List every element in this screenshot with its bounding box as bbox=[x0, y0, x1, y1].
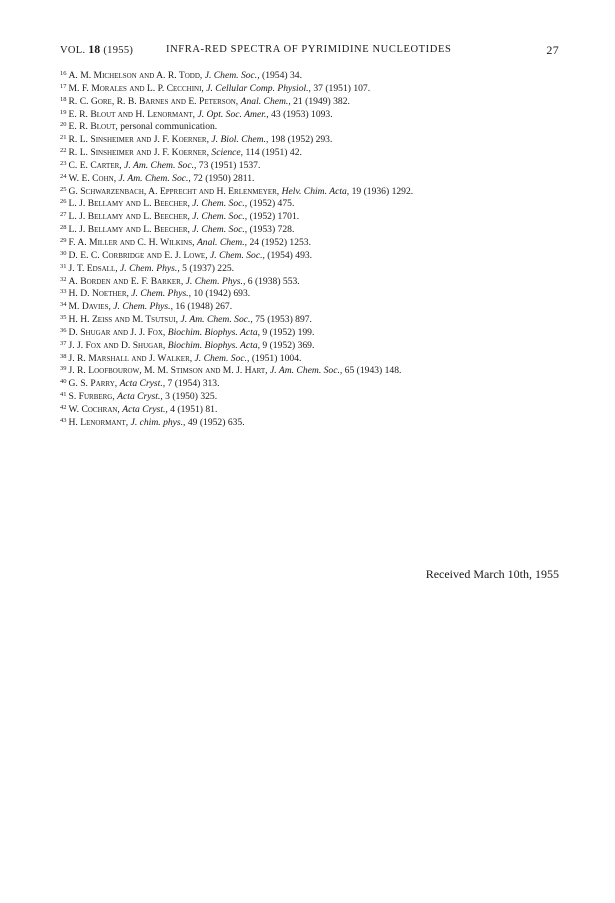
reference-number: 40 bbox=[60, 378, 67, 386]
reference-item bbox=[60, 352, 570, 365]
reference-authors: G. Schwarzenbach, A. Epprecht and H. Erlenmeyer, bbox=[68, 185, 280, 197]
reference-number: 31 bbox=[60, 262, 67, 270]
reference-authors: M. F. Morales and L. P. Cecchini, bbox=[68, 82, 204, 94]
reference-authors: A. M. Michelson and A. R. Todd, bbox=[68, 70, 203, 81]
reference-item bbox=[60, 159, 570, 172]
reference-journal: Helv. Chim. Acta, bbox=[281, 185, 350, 197]
reference-item bbox=[60, 210, 570, 223]
reference-details: (1951) 1004. bbox=[249, 352, 302, 364]
reference-authors: A. Borden and E. F. Barker, bbox=[68, 275, 184, 287]
reference-authors: J. R. Loofbourow, M. M. Stimson and M. J. Hart, bbox=[68, 365, 268, 377]
reference-item bbox=[60, 133, 570, 146]
reference-details: 6 (1938) 553. bbox=[245, 275, 300, 287]
reference-journal: J. Chem. Soc., bbox=[210, 249, 265, 261]
reference-number: 25 bbox=[60, 185, 67, 193]
reference-authors: H. Lenormant, bbox=[68, 416, 129, 428]
reference-number: 36 bbox=[60, 326, 67, 334]
reference-details: 43 (1953) 1093. bbox=[268, 108, 333, 120]
reference-journal: J. Chem. Phys., bbox=[113, 301, 173, 313]
reference-number: 43 bbox=[60, 416, 67, 424]
reference-journal: J. Opt. Soc. Amer., bbox=[197, 108, 269, 120]
reference-item bbox=[60, 197, 570, 210]
reference-authors: M. Davies, bbox=[68, 301, 111, 313]
reference-journal: J. Chem. Soc., bbox=[192, 198, 248, 210]
reference-item bbox=[60, 364, 570, 377]
reference-details: 37 (1951) 107. bbox=[310, 82, 371, 94]
reference-number: 18 bbox=[60, 95, 67, 103]
reference-number: 27 bbox=[60, 211, 67, 219]
reference-journal: J. Am. Chem. Soc., bbox=[124, 159, 197, 171]
reference-details: 4 (1951) 81. bbox=[167, 403, 218, 415]
reference-details: 9 (1952) 199. bbox=[260, 326, 315, 338]
reference-details: 21 (1949) 382. bbox=[290, 95, 350, 107]
reference-journal: Biochim. Biophys. Acta, bbox=[167, 326, 261, 338]
reference-authors: F. A. Miller and C. H. Wilkins, bbox=[68, 236, 195, 248]
volume-number: 18 bbox=[88, 44, 101, 56]
reference-details: personal communication. bbox=[117, 121, 218, 133]
reference-journal: Science, bbox=[211, 147, 244, 159]
reference-journal: J. Cellular Comp. Physiol., bbox=[206, 82, 311, 94]
volume-info bbox=[60, 44, 133, 56]
reference-details: 3 (1950) 325. bbox=[162, 391, 218, 403]
reference-item bbox=[60, 146, 570, 159]
reference-journal: Acta Cryst., bbox=[119, 378, 166, 390]
reference-details: 198 (1952) 293. bbox=[268, 134, 333, 146]
reference-details: 7 (1954) 313. bbox=[165, 378, 220, 390]
reference-journal: J. Chem. Phys., bbox=[120, 262, 180, 274]
reference-authors: D. Shugar and J. J. Fox, bbox=[68, 326, 166, 338]
reference-authors: H. D. Noether, bbox=[68, 288, 129, 300]
reference-details: 19 (1936) 1292. bbox=[349, 185, 414, 197]
reference-authors: S. Furberg, bbox=[68, 391, 115, 403]
reference-authors: H. H. Zeiss and M. Tsutsui, bbox=[68, 314, 179, 326]
reference-number: 28 bbox=[60, 224, 67, 232]
reference-number: 41 bbox=[60, 391, 67, 399]
reference-item bbox=[60, 287, 570, 300]
reference-authors: R. L. Sinsheimer and J. F. Koerner, bbox=[68, 147, 209, 159]
received-date: Received March 10th, 1955 bbox=[425, 567, 559, 581]
reference-details: 72 (1950) 2811. bbox=[190, 172, 255, 184]
reference-journal: J. chim. phys., bbox=[130, 416, 186, 428]
reference-details: 5 (1937) 225. bbox=[179, 262, 235, 274]
reference-item bbox=[60, 95, 570, 108]
reference-item bbox=[60, 262, 570, 275]
reference-number: 35 bbox=[60, 314, 67, 322]
reference-item bbox=[60, 377, 570, 390]
reference-details: 9 (1952) 369. bbox=[260, 339, 315, 351]
running-head bbox=[60, 44, 559, 60]
reference-item bbox=[60, 69, 570, 82]
reference-journal: J. Am. Chem. Soc., bbox=[269, 365, 343, 377]
reference-number: 29 bbox=[60, 236, 67, 244]
reference-authors: J. R. Marshall and J. Walker, bbox=[68, 352, 193, 364]
reference-number: 19 bbox=[60, 108, 67, 116]
reference-journal: J. Chem. Phys., bbox=[185, 275, 246, 287]
reference-list bbox=[60, 69, 570, 429]
reference-number: 16 bbox=[60, 70, 67, 77]
reference-item bbox=[60, 120, 570, 133]
reference-journal: J. Chem. Soc., bbox=[192, 211, 248, 223]
reference-number: 34 bbox=[60, 301, 67, 309]
reference-details: (1954) 493. bbox=[264, 249, 313, 261]
reference-details: (1952) 475. bbox=[247, 198, 295, 210]
reference-number: 20 bbox=[60, 121, 67, 129]
reference-details: 49 (1952) 635. bbox=[185, 416, 245, 428]
volume-label: VOL. bbox=[60, 45, 86, 56]
reference-item bbox=[60, 82, 570, 95]
reference-journal: J. Chem. Soc., bbox=[194, 352, 250, 364]
reference-item bbox=[60, 300, 570, 313]
reference-number: 32 bbox=[60, 275, 67, 283]
reference-number: 39 bbox=[60, 365, 67, 373]
reference-details: 65 (1943) 148. bbox=[342, 365, 402, 377]
reference-number: 33 bbox=[60, 288, 67, 296]
reference-journal: Acta Cryst., bbox=[122, 403, 168, 415]
reference-authors: W. Cochran, bbox=[68, 403, 120, 415]
reference-details: (1952) 1701. bbox=[247, 211, 300, 223]
reference-authors: L. J. Bellamy and L. Beecher, bbox=[68, 211, 190, 223]
reference-item bbox=[60, 108, 570, 121]
page-number: 27 bbox=[546, 43, 559, 57]
reference-details: (1953) 728. bbox=[247, 224, 295, 236]
reference-journal: J. Biol. Chem., bbox=[211, 134, 269, 146]
reference-journal: Biochim. Biophys. Acta, bbox=[167, 339, 261, 351]
reference-journal: Anal. Chem., bbox=[240, 95, 291, 107]
reference-details: 75 (1953) 897. bbox=[252, 314, 312, 326]
volume-year: (1955) bbox=[103, 45, 134, 56]
reference-item bbox=[60, 275, 570, 288]
running-title: INFRA-RED SPECTRA OF PYRIMIDINE NUCLEOTIDES bbox=[166, 44, 452, 55]
reference-number: 38 bbox=[60, 352, 67, 360]
reference-authors: L. J. Bellamy and L. Beecher, bbox=[68, 198, 190, 210]
reference-journal: Acta Cryst., bbox=[117, 391, 163, 403]
reference-authors: L. J. Bellamy and L. Beecher, bbox=[68, 224, 190, 236]
reference-number: 21 bbox=[60, 134, 67, 142]
reference-details: 10 (1942) 693. bbox=[190, 288, 251, 300]
reference-number: 30 bbox=[60, 249, 67, 257]
reference-journal: J. Chem. Soc., bbox=[204, 70, 260, 81]
reference-item bbox=[60, 326, 570, 339]
reference-authors: R. L. Sinsheimer and J. F. Koerner, bbox=[68, 134, 209, 146]
reference-details: (1954) 34. bbox=[259, 70, 302, 81]
reference-item bbox=[60, 403, 570, 416]
reference-authors: D. E. C. Corbridge and E. J. Lowe, bbox=[68, 249, 208, 261]
reference-item bbox=[60, 223, 570, 236]
reference-journal: J. Chem. Soc., bbox=[192, 224, 248, 236]
reference-journal: J. Am. Chem. Soc., bbox=[180, 314, 253, 326]
reference-authors: G. S. Parry, bbox=[68, 378, 118, 390]
reference-journal: Anal. Chem., bbox=[196, 236, 248, 248]
reference-authors: E. R. Blout, bbox=[68, 121, 118, 133]
reference-number: 26 bbox=[60, 198, 67, 206]
reference-number: 37 bbox=[60, 339, 67, 347]
reference-journal: J. Chem. Phys., bbox=[131, 288, 191, 300]
reference-details: 16 (1948) 267. bbox=[172, 301, 233, 313]
reference-item bbox=[60, 416, 570, 429]
reference-item bbox=[60, 313, 570, 326]
reference-number: 17 bbox=[60, 82, 67, 90]
reference-authors: E. R. Blout and H. Lenormant, bbox=[68, 108, 196, 120]
reference-details: 114 (1951) 42. bbox=[243, 147, 302, 159]
reference-number: 42 bbox=[60, 403, 67, 411]
reference-journal: J. Am. Chem. Soc., bbox=[118, 172, 191, 184]
reference-number: 23 bbox=[60, 159, 67, 167]
reference-details: 73 (1951) 1537. bbox=[196, 159, 261, 171]
reference-authors: W. E. Cohn, bbox=[68, 172, 117, 184]
reference-item bbox=[60, 339, 570, 352]
reference-details: 24 (1952) 1253. bbox=[247, 236, 311, 248]
reference-authors: R. C. Gore, R. B. Barnes and E. Peterson, bbox=[68, 95, 239, 107]
reference-item bbox=[60, 172, 570, 185]
reference-item bbox=[60, 185, 570, 198]
reference-number: 22 bbox=[60, 147, 67, 155]
reference-number: 24 bbox=[60, 172, 67, 180]
reference-item bbox=[60, 236, 570, 249]
reference-authors: J. T. Edsall, bbox=[68, 262, 118, 274]
reference-item bbox=[60, 390, 570, 403]
reference-authors: C. E. Carter, bbox=[68, 159, 122, 171]
reference-authors: J. J. Fox and D. Shugar, bbox=[68, 339, 166, 351]
reference-item bbox=[60, 249, 570, 262]
